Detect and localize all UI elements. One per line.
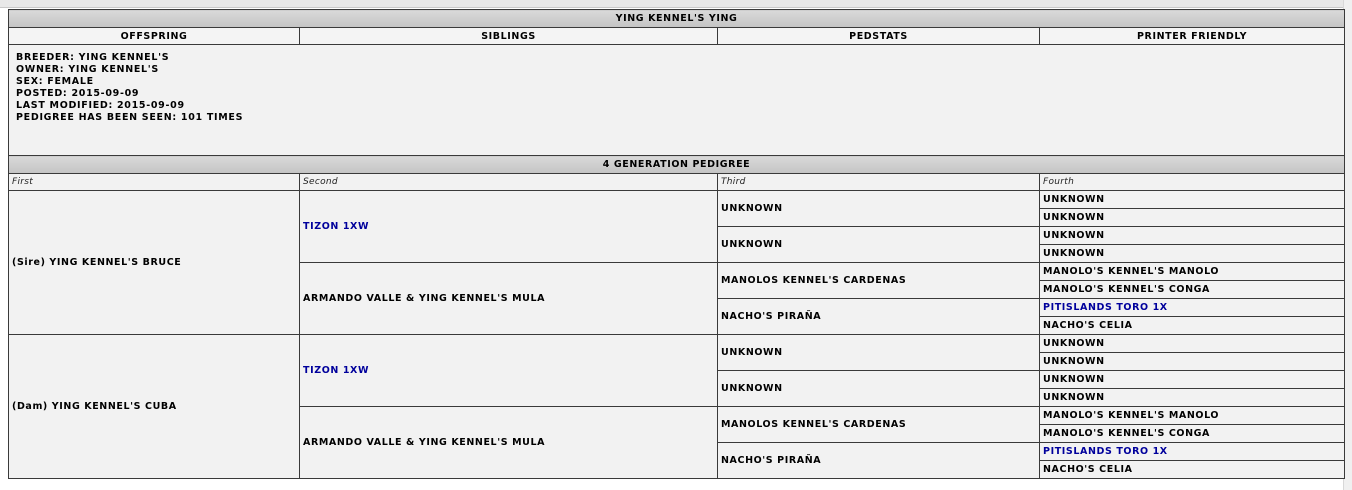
sire-dam-cell[interactable]: ARMANDO VALLE & YING KENNEL'S MULA [300, 263, 718, 335]
breeder-text: BREEDER: YING KENNEL'S [16, 52, 170, 63]
third-gen-cell[interactable]: NACHO'S PIRAÑA [718, 299, 1040, 335]
fourth-gen-cell: UNKNOWN [1040, 245, 1345, 263]
fourth-gen-cell: UNKNOWN [1040, 209, 1345, 227]
tab-printer-friendly[interactable]: PRINTER FRIENDLY [1040, 28, 1345, 45]
last-modified-text: LAST MODIFIED: 2015-09-09 [16, 100, 185, 111]
fourth-gen-cell[interactable]: MANOLO'S KENNEL'S CONGA [1040, 425, 1345, 443]
pedigree-section-title: 4 GENERATION PEDIGREE [9, 156, 1345, 174]
dam-sire-link[interactable]: TIZON 1XW [300, 335, 718, 407]
fourth-gen-cell[interactable]: MANOLO'S KENNEL'S MANOLO [1040, 407, 1345, 425]
posted-text: POSTED: 2015-09-09 [16, 88, 140, 99]
sire-cell[interactable]: (Sire) YING KENNEL'S BRUCE [9, 191, 300, 335]
fourth-gen-link[interactable]: PITISLANDS TORO 1X [1040, 443, 1345, 461]
fourth-gen-link[interactable]: PITISLANDS TORO 1X [1040, 299, 1345, 317]
fourth-gen-cell[interactable]: NACHO'S CELIA [1040, 317, 1345, 335]
column-header-third: Third [718, 174, 1040, 191]
column-header-first: First [9, 174, 300, 191]
pedigree-table [8, 9, 1345, 479]
fourth-gen-cell[interactable]: NACHO'S CELIA [1040, 461, 1345, 479]
dog-info-panel [9, 45, 1345, 156]
third-gen-cell: UNKNOWN [718, 227, 1040, 263]
tab-pedstats[interactable]: PEDSTATS [718, 28, 1040, 45]
tab-offspring[interactable]: OFFSPRING [9, 28, 300, 45]
owner-text: OWNER: YING KENNEL'S [16, 64, 159, 75]
third-gen-cell[interactable]: NACHO'S PIRAÑA [718, 443, 1040, 479]
column-header-second: Second [300, 174, 718, 191]
third-gen-cell[interactable]: MANOLOS KENNEL'S CARDENAS [718, 407, 1040, 443]
window-top-edge [0, 0, 1352, 8]
dam-cell[interactable]: (Dam) YING KENNEL'S CUBA [9, 335, 300, 479]
page-title: YING KENNEL'S YING [9, 10, 1345, 28]
fourth-gen-cell: UNKNOWN [1040, 191, 1345, 209]
third-gen-cell: UNKNOWN [718, 191, 1040, 227]
views-count-text: PEDIGREE HAS BEEN SEEN: 101 TIMES [16, 112, 244, 123]
fourth-gen-cell: UNKNOWN [1040, 353, 1345, 371]
fourth-gen-cell: UNKNOWN [1040, 389, 1345, 407]
third-gen-cell[interactable]: MANOLOS KENNEL'S CARDENAS [718, 263, 1040, 299]
fourth-gen-cell[interactable]: MANOLO'S KENNEL'S MANOLO [1040, 263, 1345, 281]
dam-dam-cell[interactable]: ARMANDO VALLE & YING KENNEL'S MULA [300, 407, 718, 479]
tab-siblings[interactable]: SIBLINGS [300, 28, 718, 45]
fourth-gen-cell: UNKNOWN [1040, 335, 1345, 353]
fourth-gen-cell: UNKNOWN [1040, 371, 1345, 389]
third-gen-cell: UNKNOWN [718, 335, 1040, 371]
sex-text: SEX: FEMALE [16, 76, 94, 87]
fourth-gen-cell[interactable]: MANOLO'S KENNEL'S CONGA [1040, 281, 1345, 299]
column-header-fourth: Fourth [1040, 174, 1345, 191]
fourth-gen-cell: UNKNOWN [1040, 227, 1345, 245]
sire-sire-link[interactable]: TIZON 1XW [300, 191, 718, 263]
third-gen-cell: UNKNOWN [718, 371, 1040, 407]
